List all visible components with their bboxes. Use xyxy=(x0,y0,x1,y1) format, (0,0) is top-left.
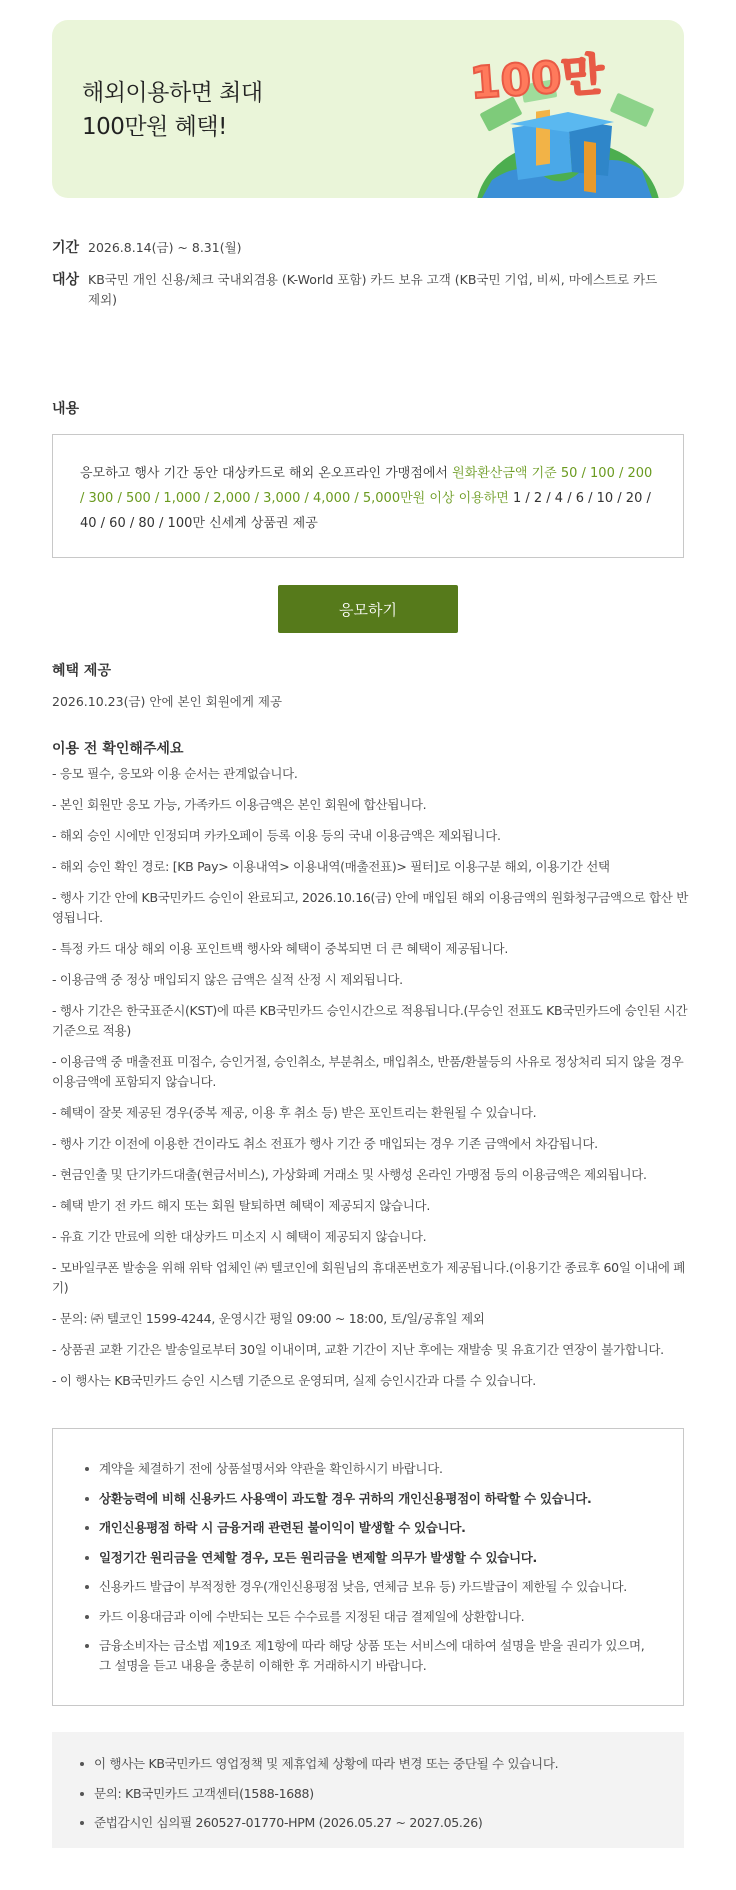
banner-title-line2: 100만원 혜택! xyxy=(82,114,227,140)
notice-item: - 현금인출 및 단기카드대출(현금서비스), 가상화폐 거래소 및 사행성 온라인 가맹점 등의 이용금액은 제외됩니다. xyxy=(52,1167,647,1182)
footer-item: 문의: KB국민카드 고객센터(1588-1688) xyxy=(74,1784,662,1804)
banner-title-line1: 해외이용하면 최대 xyxy=(82,80,263,106)
footer-item: 이 행사는 KB국민카드 영업정책 및 제휴업체 상황에 따라 변경 또는 중단될 수 있습니다. xyxy=(74,1754,662,1774)
content-text-b: 1 / 2 / 4 / 6 / 10 / 20 / 40 / 60 / 80 / 100만 신세계 상품권 제공 xyxy=(80,491,651,531)
content-label: 내용 xyxy=(52,401,80,417)
legal-item: 상환능력에 비해 신용카드 사용액이 과도할 경우 귀하의 개인신용평점이 하락할 수 있습니다. xyxy=(83,1489,653,1509)
notice-item: - 응모 필수, 응모와 이용 순서는 관계없습니다. xyxy=(52,766,298,781)
notice-item: - 문의: ㈜ 텔코인 1599-4244, 운영시간 평일 09:00 ~ 18:00, 토/일/공휴일 제외 xyxy=(52,1311,485,1326)
notice-item: - 이용금액 중 매출전표 미접수, 승인거절, 승인취소, 부분취소, 매입취소, 반품/환불등의 사유로 정상처리 되지 않을 경우 이용금액에 포함되지 않습니다. xyxy=(52,1054,684,1089)
benefit-text: 2026.10.23(금) 안에 본인 회원에게 제공 xyxy=(52,694,283,709)
notice-title: 이용 전 확인해주세요 xyxy=(52,741,184,757)
notice-item: - 해외 승인 확인 경로: [KB Pay> 이용내역> 이용내역(매출전표)> 필터]로 이용구분 해외, 이용기간 선택 xyxy=(52,859,610,874)
target-value: KB국민 개인 신용/체크 국내외겸용 (K-World 포함) 카드 보유 고객 (KB국민 기업, 비씨, 마에스트로 카드 제외) xyxy=(88,272,658,307)
notice-item: - 본인 회원만 응모 가능, 가족카드 이용금액은 본인 회원에 합산됩니다. xyxy=(52,797,427,812)
notice-item: - 특정 카드 대상 해외 이용 포인트백 행사와 혜택이 중복되면 더 큰 혜택이 제공됩니다. xyxy=(52,941,508,956)
footer-notice xyxy=(52,1732,684,1848)
notice-item: - 혜택 받기 전 카드 해지 또는 회원 탈퇴하면 혜택이 제공되지 않습니다. xyxy=(52,1198,430,1213)
notice-item: - 모바일쿠폰 발송을 위해 위탁 업체인 ㈜ 텔코인에 회원님의 휴대폰번호가 제공됩니다.(이용기간 종료후 60일 이내에 폐기) xyxy=(52,1260,686,1295)
footer-item: 준법감시인 심의필 260527-01770-HPM (2026.05.27 ~ 2027.05.26) xyxy=(74,1813,662,1833)
banner-title xyxy=(82,76,263,144)
legal-item: 계약을 체결하기 전에 상품설명서와 약관을 확인하시기 바랍니다. xyxy=(83,1459,653,1479)
content-text-a: 응모하고 행사 기간 동안 대상카드로 해외 온오프라인 가맹점에서 xyxy=(80,466,453,481)
notice-item: - 행사 기간 이전에 이용한 건이라도 취소 전표가 행사 기간 중 매입되는 경우 기존 금액에서 차감됩니다. xyxy=(52,1136,598,1151)
notice-item: - 유효 기간 만료에 의한 대상카드 미소지 시 혜택이 제공되지 않습니다. xyxy=(52,1229,427,1244)
period-value: 2026.8.14(금) ~ 8.31(월) xyxy=(88,240,242,255)
apply-button[interactable]: 응모하기 xyxy=(278,585,458,633)
notice-item: - 이 행사는 KB국민카드 승인 시스템 기준으로 운영되며, 실제 승인시간과 다를 수 있습니다. xyxy=(52,1373,536,1388)
notice-item: - 해외 승인 시에만 인정되며 카카오페이 등록 이용 등의 국내 이용금액은 제외됩니다. xyxy=(52,828,501,843)
period-label: 기간 xyxy=(52,240,80,256)
target-row xyxy=(52,270,692,310)
notice-item: - 이용금액 중 정상 매입되지 않은 금액은 실적 산정 시 제외됩니다. xyxy=(52,972,403,987)
content-box xyxy=(52,434,684,558)
legal-item: 카드 이용대금과 이에 수반되는 모든 수수료를 지정된 대금 결제일에 상환합니다. xyxy=(83,1607,653,1627)
notice-item: - 혜택이 잘못 제공된 경우(중복 제공, 이용 후 취소 등) 받은 포인트리는 환원될 수 있습니다. xyxy=(52,1105,537,1120)
legal-item: 금융소비자는 금소법 제19조 제1항에 따라 해당 상품 또는 서비스에 대하여 설명을 받을 권리가 있으며, 그 설명을 듣고 내용을 충분히 이해한 후 거래하시기 바랍니다. xyxy=(83,1636,653,1676)
legal-item: 개인신용평점 하락 시 금융거래 관련된 불이익이 발생할 수 있습니다. xyxy=(83,1518,653,1538)
content-text-highlight: 원화환산금액 기준 50 / 100 / 200 / 300 / 500 / 1,000 / 2,000 / 3,000 / 4,000 / 5,000만원 이상 이용하면 xyxy=(80,466,653,506)
legal-item: 신용카드 발급이 부적정한 경우(개인신용평점 낮음, 연체금 보유 등) 카드발급이 제한될 수 있습니다. xyxy=(83,1577,653,1597)
target-label: 대상 xyxy=(52,272,80,288)
notice-item: - 행사 기간 안에 KB국민카드 승인이 완료되고, 2026.10.16(금) 안에 매입된 해외 이용금액의 원화청구금액으로 합산 반영됩니다. xyxy=(52,890,688,925)
benefit-title: 혜택 제공 xyxy=(52,663,111,679)
notice-item: - 상품권 교환 기간은 발송일로부터 30일 이내이며, 교환 기간이 지난 후에는 재발송 및 유효기간 연장이 불가합니다. xyxy=(52,1342,664,1357)
banner-badge: 100만 xyxy=(468,49,606,110)
notice-item: - 행사 기간은 한국표준시(KST)에 따른 KB국민카드 승인시간으로 적용됩니다.(무승인 전표도 KB국민카드에 승인된 시간 기준으로 적용) xyxy=(52,1003,688,1038)
notice-list xyxy=(52,764,692,1402)
legal-notice-box xyxy=(52,1428,684,1706)
legal-item: 일정기간 원리금을 연체할 경우, 모든 원리금을 변제할 의무가 발생할 수 있습니다. xyxy=(83,1548,653,1568)
promo-banner xyxy=(52,20,684,198)
period-row xyxy=(52,238,692,258)
gift-globe-illustration xyxy=(462,20,684,198)
